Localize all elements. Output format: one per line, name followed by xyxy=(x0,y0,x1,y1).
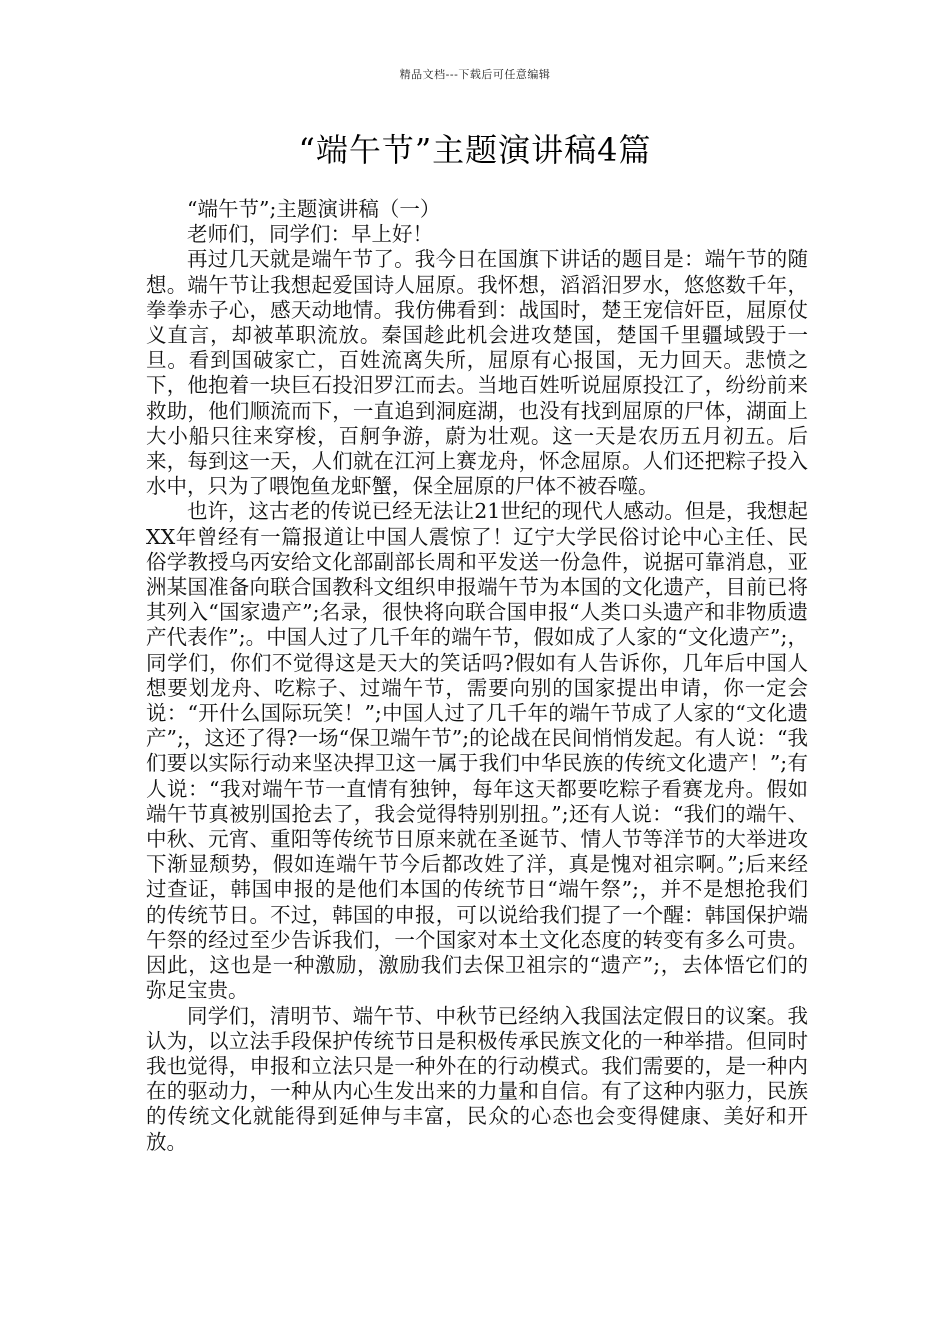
document-body xyxy=(146,197,808,1155)
paragraph-3: 同学们，清明节、端午节、中秋节已经纳入我国法定假日的议案。我认为，以立法手段保护传统节日是积极传承民族文化的一种举措。但同时我也觉得，申报和立法只是一种外在的行动模式。我们需要的，是一种内在的驱动力，一种从内心生发出来的力量和自信。有了这种内驱力，民族的传统文化就能得到延伸与丰富，民众的心态也会变得健康、美好和开放。 xyxy=(146,1003,808,1154)
header-note: 精品文档---下载后可任意编辑 xyxy=(399,68,551,81)
greeting: 老师们，同学们：早上好！ xyxy=(187,222,433,247)
paragraph-2: 也许，这古老的传说已经无法让21世纪的现代人感动。但是，我想起XX年曾经有一篇报道让中国人震惊了！辽宁大学民俗讨论中心主任、民俗学教授乌丙安给文化部副部长周和平发送一份急件，说据可靠消息，亚洲某国准备向联合国教科文组织申报端午节为本国的文化遗产，目前已将其列入“国家遗产”;名录，很快将向联合国申报“人类口头遗产和非物质遗产代表作”;。中国人过了几千年的端午节，假如成了人家的“文化遗产”;，同学们，你们不觉得这是天大的笑话吗?假如有人告诉你，几年后中国人想要划龙舟、吃粽子、过端午节，需要向别的国家提出申请，你一定会说：“开什么国际玩笑！”;中国人过了几千年的端午节成了人家的“文化遗产”;，这还了得?一场“保卫端午节”;的论战在民间悄悄发起。有人说：“我们要以实际行动来坚决捍卫这一属于我们中华民族的传统文化遗产！”;有人说：“我对端午节一直情有独钟，每年这天都要吃粽子看赛龙舟。假如端午节真被别国抢去了，我会觉得特别别扭。”;还有人说：“我们的端午、中秋、元宵、重阳等传统节日原来就在圣诞节、情人节等洋节的大举进攻下渐显颓势，假如连端午节今后都改姓了洋，真是愧对祖宗啊。”;后来经过查证，韩国申报的是他们本国的传统节日“端午祭”;，并不是想抢我们的传统节日。不过，韩国的申报，可以说给我们提了一个醒：韩国保护端午祭的经过至少告诉我们，一个国家对本土文化态度的转变有多么可贵。因此，这也是一种激励，激励我们去保卫祖宗的“遗产”;，去体悟它们的弥足宝贵。 xyxy=(146,499,808,1003)
section-subtitle: “端午节”;主题演讲稿（一） xyxy=(187,197,441,221)
document-title: “端午节”主题演讲稿4篇 xyxy=(298,131,652,169)
paragraph-1: 再过几天就是端午节了。我今日在国旗下讲话的题目是：端午节的随想。端午节让我想起爱国诗人屈原。我怀想，滔滔汨罗水，悠悠数千年，拳拳赤子心，感天动地情。我仿佛看到：战国时，楚王宠信奸臣，屈原仗义直言，却被革职流放。秦国趁此机会进攻楚国，楚国千里疆域毁于一旦。看到国破家亡，百姓流离失所，屈原有心报国，无力回天。悲愤之下，他抱着一块巨石投汨罗江而去。当地百姓听说屈原投江了，纷纷前来救助，他们顺流而下，一直追到洞庭湖，也没有找到屈原的尸体，湖面上大小船只往来穿梭，百舸争游，蔚为壮观。这一天是农历五月初五。后来，每到这一天，人们就在江河上赛龙舟，怀念屈原。人们还把粽子投入水中，只为了喂饱鱼龙虾蟹，保全屈原的尸体不被吞噬。 xyxy=(146,247,808,499)
